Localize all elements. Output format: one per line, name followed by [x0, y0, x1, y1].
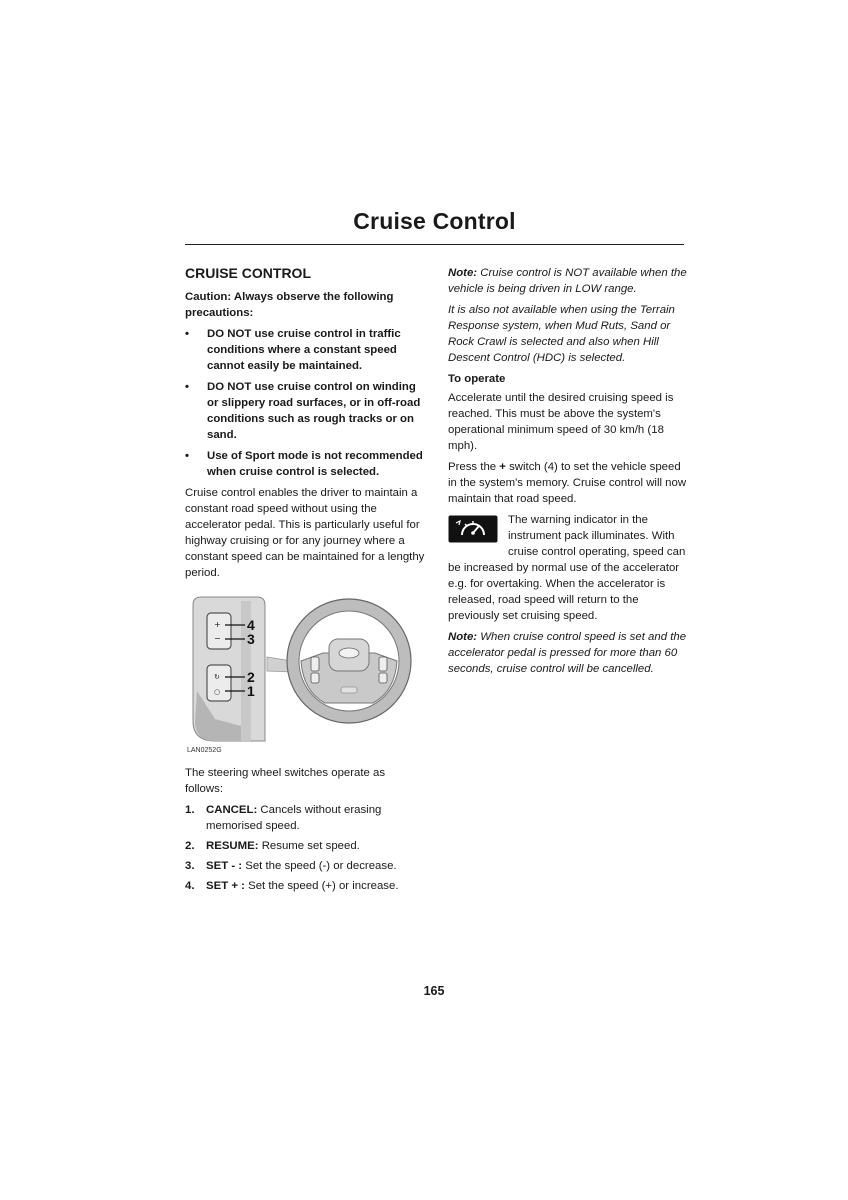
- switch-label: RESUME:: [206, 840, 259, 852]
- right-column: [448, 265, 688, 682]
- switch-item-set-minus: 3. SET - : Set the speed (-) or decrease.: [185, 860, 397, 872]
- caution-item-text: DO NOT use cruise control on winding or slippery road surfaces, or in off-road conditions such as rough tracks or on sand.: [207, 381, 421, 441]
- operate-paragraph-3: The warning indicator in the instrument pack illuminates. With cruise control operating, speed can be increased by normal use of the accelerator e.g. for overtaking. When the accelerator is released, road speed will return to the previously set cruising speed.: [448, 514, 686, 622]
- switch-desc: Cancels without erasing memorised speed.: [206, 804, 382, 832]
- operate-paragraph-1: Accelerate until the desired cruising speed is reached. This must be above the system's operational minimum speed of 30 km/h (18 mph).: [448, 392, 674, 452]
- caution-item: [185, 326, 425, 374]
- callout-label-4: 4: [247, 617, 255, 633]
- switch-label: SET - :: [206, 860, 243, 872]
- caution-item: [185, 448, 425, 480]
- callout-label-2: 2: [247, 669, 255, 685]
- caution-text: Caution: Always observe the following precautions:: [185, 291, 394, 319]
- note-cancel: Note: When cruise control speed is set and the accelerator pedal is pressed for more than 60 seconds, cruise control will be cancelled.: [448, 631, 687, 675]
- switch-list: [185, 802, 425, 894]
- switch-item-cancel: 1. CANCEL: Cancels without erasing memorised speed.: [185, 804, 382, 832]
- svg-text:−: −: [214, 634, 221, 643]
- caution-item: [185, 379, 425, 443]
- bullet-icon: •: [185, 381, 189, 393]
- steering-wheel-icon: [287, 599, 411, 723]
- switch-desc: Set the speed (+) or increase.: [244, 880, 399, 892]
- caution-item-text: DO NOT use cruise control in traffic conditions where a constant speed cannot easily be maintained.: [207, 328, 401, 372]
- left-column: [185, 264, 425, 898]
- page-number: 165: [423, 984, 445, 998]
- switch-label: SET + :: [206, 880, 245, 892]
- intro-paragraph: Cruise control enables the driver to maintain a constant road speed without using the accelerator pedal. This is particularly useful for highway cruising or for any journey where a constant speed can be maintained for a lengthy period.: [185, 487, 425, 579]
- svg-text:○: ○: [214, 688, 221, 696]
- switches-intro: The steering wheel switches operate as follows:: [185, 767, 386, 795]
- switch-desc: Set the speed (-) or decrease.: [242, 860, 397, 872]
- figure-code: LAN0252G: [187, 747, 222, 754]
- title-rule: [185, 244, 684, 245]
- svg-text:+: +: [214, 620, 221, 629]
- callout-label-3: 3: [247, 631, 255, 647]
- switch-desc: Resume set speed.: [258, 840, 360, 852]
- note-low-range: Note: Cruise control is NOT available when the vehicle is being driven in LOW range.: [448, 267, 687, 295]
- switch-item-set-plus: 4. SET + : Set the speed (+) or increase.: [185, 880, 399, 892]
- section-heading: CRUISE CONTROL: [185, 265, 311, 281]
- switch-label: CANCEL:: [206, 804, 258, 816]
- cruise-control-warning-icon: [448, 515, 498, 543]
- steering-wheel-figure: [185, 591, 425, 759]
- caution-list: [185, 326, 425, 480]
- bullet-icon: •: [185, 450, 189, 462]
- callout-label-1: 1: [247, 683, 255, 699]
- svg-text:↻: ↻: [214, 673, 220, 681]
- steering-wheel-illustration: [185, 591, 425, 759]
- operate-paragraph-2: Press the + switch (4) to set the vehicle speed in the system's memory. Cruise control will now maintain that road speed.: [448, 461, 687, 505]
- indicator-block: [448, 512, 688, 624]
- switch-item-resume: 2. RESUME: Resume set speed.: [185, 840, 360, 852]
- note-terrain-response: It is also not available when using the Terrain Response system, when Mud Ruts, Sand or Rock Crawl is selected and also when Hill Descent Control (HDC) is selected.: [448, 304, 675, 364]
- page-title: Cruise Control: [353, 208, 516, 234]
- caution-item-text: Use of Sport mode is not recommended when cruise control is selected.: [207, 450, 423, 478]
- operate-heading: To operate: [448, 373, 506, 385]
- bullet-icon: •: [185, 328, 189, 340]
